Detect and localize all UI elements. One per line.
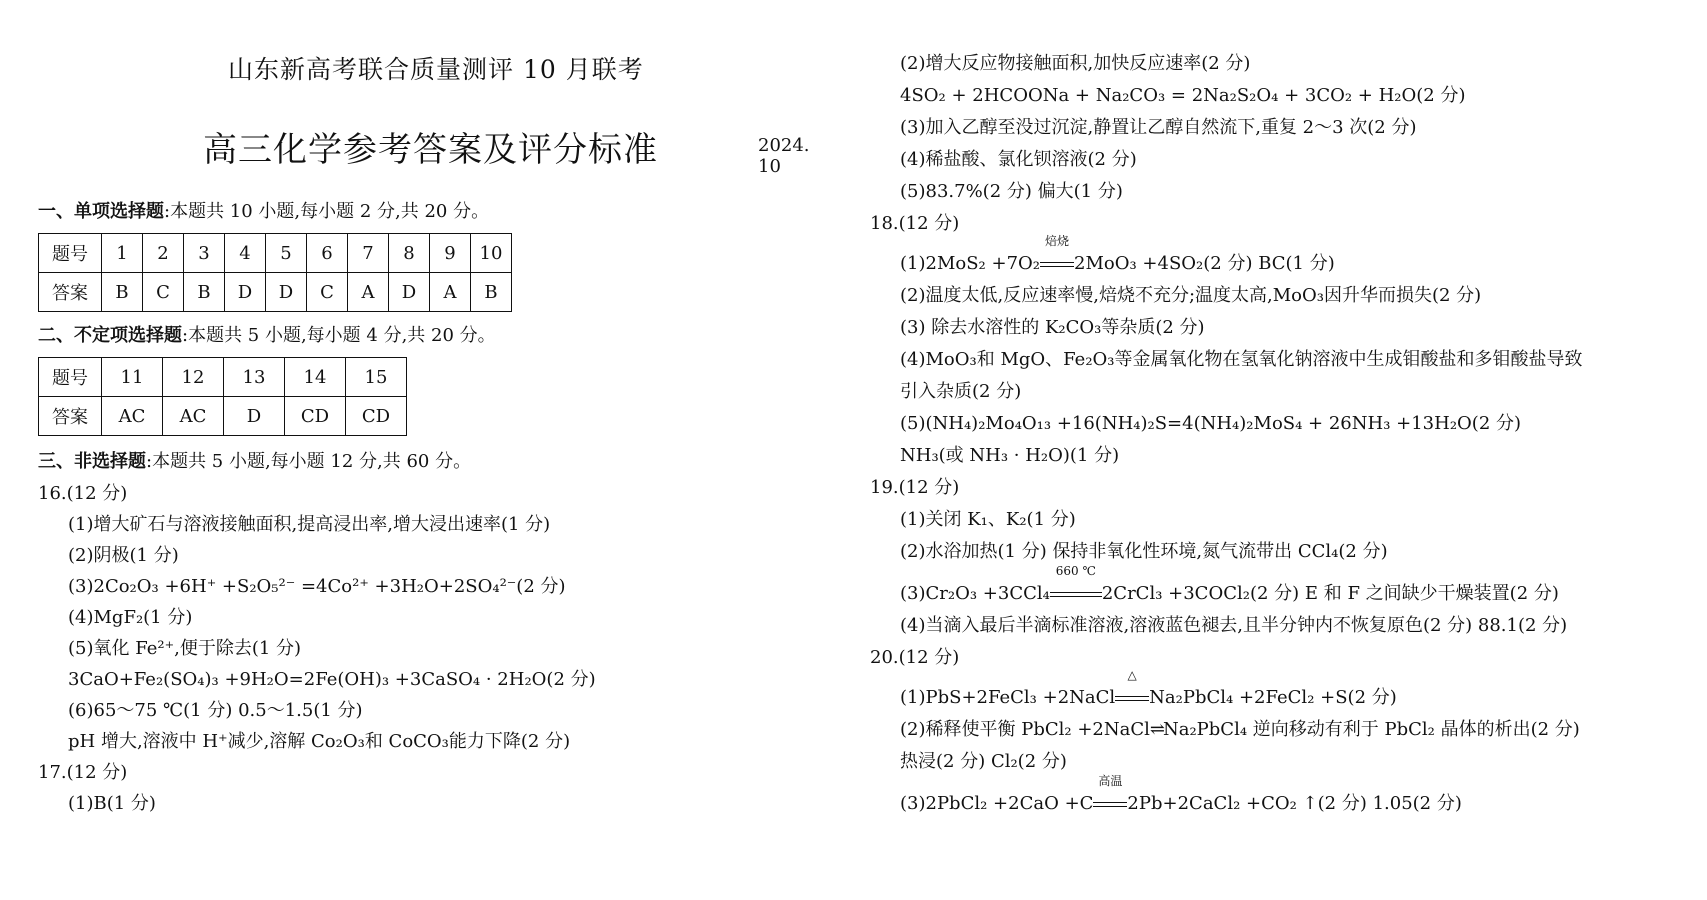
equation-left: (1)PbS+2FeCl₃ +2NaCl — [900, 687, 1116, 708]
table-cell: D — [224, 397, 285, 436]
row-header-answer: 答案 — [39, 397, 102, 436]
reversible-arrow-icon: ⇌ — [1149, 719, 1163, 740]
q18-line-5: (5)(NH₄)₂Mo₄O₁₃ +16(NH₄)₂S=4(NH₄)₂MoS₄ + 26NH₃ +13H₂O(2 分) — [900, 413, 1522, 434]
q18-line-1 — [900, 234, 1335, 278]
q19-line-1: (1)关闭 K₁、K₂(1 分) — [900, 509, 1076, 530]
table-cell: 2 — [143, 234, 184, 273]
table-cell: AC — [163, 397, 224, 436]
section-1-label: 一、单项选择题 — [38, 201, 164, 222]
table-cell: 15 — [346, 358, 407, 397]
q16-line-5: (5)氧化 Fe²⁺,便于除去(1 分) — [68, 638, 302, 659]
equation-right: 2Pb+2CaCl₂ +CO₂ ↑(2 分) 1.05(2 分) — [1127, 793, 1462, 814]
reaction-condition: 660 ℃ — [1055, 564, 1096, 578]
table-cell: 9 — [430, 234, 471, 273]
section-3-heading — [38, 448, 471, 476]
table-cell: 8 — [389, 234, 430, 273]
table-cell: CD — [346, 397, 407, 436]
table-row — [39, 397, 407, 436]
q17-line-6: (5)83.7%(2 分) 偏大(1 分) — [900, 181, 1123, 202]
row-header-answer: 答案 — [39, 273, 102, 312]
equation-left: (1)2MoS₂ +7O₂ — [900, 253, 1040, 274]
q17-line-2: (2)增大反应物接触面积,加快反应速率(2 分) — [900, 53, 1251, 74]
row-header-question: 题号 — [39, 358, 102, 397]
table-cell: CD — [285, 397, 346, 436]
q20-heading: 20.(12 分) — [870, 647, 960, 668]
table-cell: A — [348, 273, 389, 312]
q17-line-5: (4)稀盐酸、氯化钡溶液(2 分) — [900, 149, 1137, 170]
q18-line-4b: 引入杂质(2 分) — [900, 381, 1022, 402]
section-2-desc: :本题共 5 小题,每小题 4 分,共 20 分。 — [182, 325, 496, 346]
table-cell: 12 — [163, 358, 224, 397]
q20-line-2 — [900, 716, 1580, 744]
equals-sign — [1040, 262, 1074, 267]
equals-sign — [1093, 802, 1127, 807]
multiple-choice-table — [38, 357, 407, 436]
table-cell: A — [430, 273, 471, 312]
reaction-condition-arrow — [1040, 234, 1074, 278]
document-date: 2024. 10 — [758, 135, 810, 177]
q16-line-7: (6)65～75 ℃(1 分) 0.5～1.5(1 分) — [68, 700, 363, 721]
q16-line-4: (4)MgF₂(1 分) — [68, 607, 193, 628]
single-choice-table — [38, 233, 512, 312]
q19-line-4: (4)当滴入最后半滴标准溶液,溶液蓝色褪去,且半分钟内不恢复原色(2 分) 88.1(2 分) — [900, 615, 1568, 636]
q18-line-2: (2)温度太低,反应速率慢,焙烧不充分;温度太高,MoO₃因升华而损失(2 分) — [900, 285, 1482, 306]
equation-right: Na₂PbCl₄ 逆向移动有利于 PbCl₂ 晶体的析出(2 分) — [1162, 719, 1580, 740]
table-cell: 3 — [184, 234, 225, 273]
table-cell: D — [266, 273, 307, 312]
table-cell: 1 — [102, 234, 143, 273]
table-cell: B — [102, 273, 143, 312]
section-3-label: 三、非选择题 — [38, 451, 146, 472]
equation-right: 2MoO₃ +4SO₂(2 分) BC(1 分) — [1074, 253, 1335, 274]
q17-line-3: 4SO₂ + 2HCOONa + Na₂CO₃ = 2Na₂S₂O₄ + 3CO₂ + H₂O(2 分) — [900, 85, 1466, 106]
table-cell: 14 — [285, 358, 346, 397]
q20-line-1 — [900, 668, 1397, 712]
reaction-condition: △ — [1127, 668, 1137, 682]
table-cell: AC — [102, 397, 163, 436]
q19-line-2: (2)水浴加热(1 分) 保持非氧化性环境,氮气流带出 CCl₄(2 分) — [900, 541, 1388, 562]
reaction-condition: 焙烧 — [1044, 234, 1069, 248]
table-cell: C — [143, 273, 184, 312]
equation-left: (3)Cr₂O₃ +3CCl₄ — [900, 583, 1050, 604]
q18-heading: 18.(12 分) — [870, 213, 960, 234]
table-row — [39, 234, 512, 273]
q16-line-8: pH 增大,溶液中 H⁺减少,溶解 Co₂O₃和 CoCO₃能力下降(2 分) — [68, 731, 571, 752]
table-cell: 7 — [348, 234, 389, 273]
table-row — [39, 358, 407, 397]
section-1-heading — [38, 198, 489, 226]
q20-line-3: 热浸(2 分) Cl₂(2 分) — [900, 751, 1067, 772]
table-row — [39, 273, 512, 312]
q19-heading: 19.(12 分) — [870, 477, 960, 498]
table-cell: 5 — [266, 234, 307, 273]
q16-line-1: (1)增大矿石与溶液接触面积,提高浸出率,增大浸出速率(1 分) — [68, 514, 551, 535]
equation-left: (3)2PbCl₂ +2CaO +C — [900, 793, 1094, 814]
equation-left: (2)稀释使平衡 PbCl₂ +2NaCl — [900, 719, 1150, 740]
reaction-condition-arrow — [1050, 564, 1102, 608]
section-3-desc: :本题共 5 小题,每小题 12 分,共 60 分。 — [146, 451, 472, 472]
q16-heading: 16.(12 分) — [38, 483, 128, 504]
q18-line-6: NH₃(或 NH₃ · H₂O)(1 分) — [900, 445, 1120, 466]
q18-line-3: (3) 除去水溶性的 K₂CO₃等杂质(2 分) — [900, 317, 1205, 338]
equals-sign — [1115, 696, 1149, 701]
equals-sign — [1050, 592, 1102, 597]
q17-line-4: (3)加入乙醇至没过沉淀,静置让乙醇自然流下,重复 2～3 次(2 分) — [900, 117, 1417, 138]
table-cell: D — [389, 273, 430, 312]
section-2-heading — [38, 322, 496, 350]
reaction-condition-arrow — [1115, 668, 1149, 712]
section-2-label: 二、不定项选择题 — [38, 325, 182, 346]
equation-right: 2CrCl₃ +3COCl₂(2 分) E 和 F 之间缺少干燥装置(2 分) — [1101, 583, 1559, 604]
document-title: 高三化学参考答案及评分标准 — [203, 130, 658, 170]
q19-line-3 — [900, 564, 1559, 608]
section-1-desc: :本题共 10 小题,每小题 2 分,共 20 分。 — [164, 201, 490, 222]
q18-line-4: (4)MoO₃和 MgO、Fe₂O₃等金属氧化物在氢氧化钠溶液中生成钼酸盐和多钼酸盐导致 — [900, 349, 1583, 370]
table-cell: 11 — [102, 358, 163, 397]
table-cell: C — [307, 273, 348, 312]
table-cell: D — [225, 273, 266, 312]
reaction-condition-arrow — [1093, 774, 1127, 818]
table-cell: 10 — [471, 234, 512, 273]
reaction-condition: 高温 — [1098, 774, 1123, 788]
q16-line-3: (3)2Co₂O₃ +6H⁺ +S₂O₅²⁻ =4Co²⁺ +3H₂O+2SO₄²⁻(2 分) — [68, 576, 566, 597]
table-cell: 6 — [307, 234, 348, 273]
q17-heading: 17.(12 分) — [38, 762, 128, 783]
table-cell: B — [471, 273, 512, 312]
q20-line-4 — [900, 774, 1462, 818]
table-cell: 4 — [225, 234, 266, 273]
table-cell: B — [184, 273, 225, 312]
q17-line-1: (1)B(1 分) — [68, 793, 156, 814]
q16-line-6: 3CaO+Fe₂(SO₄)₃ +9H₂O=2Fe(OH)₃ +3CaSO₄ · 2H₂O(2 分) — [68, 669, 596, 690]
equation-right: Na₂PbCl₄ +2FeCl₂ +S(2 分) — [1149, 687, 1397, 708]
q16-line-2: (2)阴极(1 分) — [68, 545, 179, 566]
exam-title: 山东新高考联合质量测评 10 月联考 — [228, 55, 644, 84]
table-cell: 13 — [224, 358, 285, 397]
row-header-question: 题号 — [39, 234, 102, 273]
